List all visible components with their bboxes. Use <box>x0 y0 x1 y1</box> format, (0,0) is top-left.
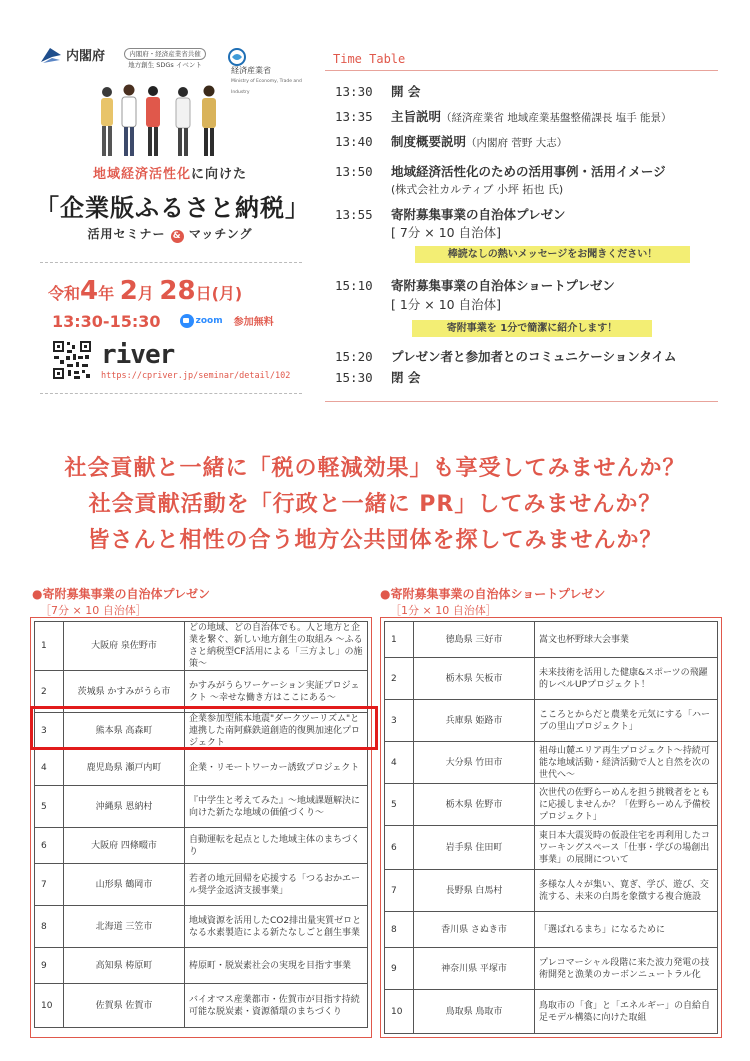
person-1 <box>101 87 113 156</box>
project-cell: 自動運転を起点とした地域主体のまちづくり <box>185 828 368 864</box>
municipality-cell: 香川県 さぬき市 <box>414 912 535 948</box>
timetable-row <box>335 82 420 100</box>
project-cell: 多様な人々が集い、寛ぎ、学び、遊び、交流する、未来の白馬を象徴する複合施設 <box>535 870 718 912</box>
qr-code-icon[interactable] <box>52 340 92 380</box>
event-cohost: 内閣府・経済産業省共催 <box>124 48 206 60</box>
timetable-row <box>335 368 420 386</box>
table-row <box>385 784 718 826</box>
zoom-icon <box>180 314 194 328</box>
timetable-time: 13:35 <box>335 109 373 124</box>
timetable-desc: 制度概要説明 <box>391 134 467 149</box>
row-number: 4 <box>385 742 414 784</box>
table-row <box>385 948 718 990</box>
event-kind: 地方創生 SDGs イベント <box>128 61 202 69</box>
date-year-unit: 年 <box>98 284 115 303</box>
timetable-banner: 寄附事業を 1分で簡潔に紹介します！ <box>412 320 652 337</box>
divider-bottom <box>40 393 302 394</box>
municipality-cell: 鳥取県 鳥取市 <box>414 990 535 1034</box>
table-row <box>35 864 368 906</box>
left-table-title: ●寄附募集事業の自治体プレゼン <box>32 587 210 601</box>
table-row <box>35 984 368 1028</box>
row-number: 8 <box>385 912 414 948</box>
project-cell: プレコマーシャル段階に来た波力発電の技術開発と漁業のカーボンニュートラル化 <box>535 948 718 990</box>
meti-mark-icon <box>228 48 246 66</box>
table-row <box>35 786 368 828</box>
row-number: 7 <box>35 864 64 906</box>
project-cell: 若者の地元回帰を応援する「つるおかエール奨学金返済支援事業」 <box>185 864 368 906</box>
timetable-format: [ 7分 × 10 自治体] <box>391 225 501 240</box>
date-day: 28 <box>159 276 196 306</box>
cabinet-office-name: 内閣府 <box>66 49 106 64</box>
divider-top <box>40 262 302 263</box>
project-cell: 東日本大震災時の仮設住宅を再利用したコワーキングスペース「仕事・学びの場創出事業」の展開について <box>535 826 718 870</box>
date-weekday: (月) <box>211 284 243 303</box>
municipality-cell: 徳島県 三好市 <box>414 622 535 658</box>
free-admission: 参加無料 <box>233 317 274 328</box>
table-row <box>35 622 368 671</box>
date-day-unit: 日 <box>195 284 212 303</box>
municipality-cell: 兵庫県 姫路市 <box>414 700 535 742</box>
timetable-note: （経済産業省 地域産業基盤整備課長 塩手 能景） <box>441 112 672 124</box>
event-time-line <box>52 312 274 331</box>
municipality-cell: 佐賀県 佐賀市 <box>64 984 185 1028</box>
date-year: 4 <box>80 276 99 306</box>
municipality-cell: 神奈川県 平塚市 <box>414 948 535 990</box>
project-cell: 鳥取市の「食」と「エネルギー」の自給自足モデル構築に向けた取組 <box>535 990 718 1034</box>
timetable-row <box>335 276 615 294</box>
municipality-cell: 栃木県 佐野市 <box>414 784 535 826</box>
timetable-time: 15:10 <box>335 278 373 293</box>
row-number: 4 <box>35 750 64 786</box>
timetable-note: （内閣府 菅野 大志） <box>466 137 568 149</box>
municipality-cell: 岩手県 住田町 <box>414 826 535 870</box>
event-date <box>48 276 242 306</box>
seminar-label: 活用セミナー <box>87 227 166 241</box>
municipality-cell: 鹿児島県 瀬戸内町 <box>64 750 185 786</box>
right-table-subtitle: ［1分 × 10 自治体］ <box>390 604 497 617</box>
municipality-cell: 栃木県 矢板市 <box>414 658 535 700</box>
row-number: 3 <box>35 713 64 750</box>
table-row <box>35 750 368 786</box>
date-month-unit: 月 <box>137 284 154 303</box>
project-cell: 「選ばれるまち」になるために <box>535 912 718 948</box>
row-number: 10 <box>385 990 414 1034</box>
timetable-time: 13:40 <box>335 134 373 149</box>
project-cell: かすみがうらワーケーション実証プロジェクト ～幸せな働き方はここにある～ <box>185 671 368 713</box>
event-time: 13:30-15:30 <box>52 312 161 331</box>
row-number: 5 <box>385 784 414 826</box>
municipality-cell: 熊本県 高森町 <box>64 713 185 750</box>
row-number: 10 <box>35 984 64 1028</box>
headline-pr: 社会貢献活動を「行政と一緒に PR」してみませんか？ <box>88 492 662 517</box>
project-cell: 嵩文也杯野球大会事業 <box>535 622 718 658</box>
timetable-desc: 地域経済活性化のための活用事例・活用イメージ <box>391 164 666 179</box>
table-row <box>385 700 718 742</box>
table-row <box>35 828 368 864</box>
row-number: 2 <box>35 671 64 713</box>
project-cell: 梼原町・脱炭素社会の実現を目指す事業 <box>185 948 368 984</box>
row-number: 3 <box>385 700 414 742</box>
table-row <box>385 622 718 658</box>
row-number: 9 <box>35 948 64 984</box>
table-row <box>385 826 718 870</box>
timetable-desc: 寄附募集事業の自治体ショートプレゼン <box>391 278 615 293</box>
timetable-time: 13:30 <box>335 84 373 99</box>
right-table-title: ●寄附募集事業の自治体ショートプレゼン <box>380 587 606 601</box>
table-row <box>385 870 718 912</box>
timetable-row <box>335 162 666 180</box>
subtitle-rest: に向けた <box>191 167 248 182</box>
municipality-cell: 茨城県 かすみがうら市 <box>64 671 185 713</box>
timetable-time: 15:20 <box>335 349 373 364</box>
timetable-speaker: (株式会社カルティブ 小坪 拓也 氏) <box>391 183 564 196</box>
project-cell: 企業・リモートワーカー誘致プロジェクト <box>185 750 368 786</box>
matching-label: マッチング <box>188 227 253 241</box>
row-number: 7 <box>385 870 414 912</box>
right-project-table <box>384 621 718 1034</box>
seminar-type <box>50 225 290 243</box>
municipality-cell: 沖縄県 恩納村 <box>64 786 185 828</box>
timetable-title: Time Table <box>333 52 406 66</box>
project-cell: 祖母山麓エリア再生プロジェクト～持続可能な地域活動・経済活動で人と自然を次の世代へ～ <box>535 742 718 784</box>
person-2 <box>122 85 136 157</box>
project-cell: バイオマス産業都市・佐賀市が目指す持続可能な脱炭素・資源循環のまちづくり <box>185 984 368 1028</box>
ampersand-badge: & <box>171 230 184 243</box>
project-cell: 企業参加型熊本地震"ダークツーリズム"と連携した南阿蘇鉄道創造的復興加速化プロジェクト <box>185 713 368 750</box>
left-project-table <box>34 621 368 1028</box>
municipality-cell: 山形県 鶴岡市 <box>64 864 185 906</box>
headline-match: 皆さんと相性の合う地方公共団体を探してみませんか？ <box>87 528 663 553</box>
headline-tax-benefit: 社会貢献と一緒に「税の軽減効果」も享受してみませんか？ <box>64 456 686 481</box>
meti-english: Ministry of Economy, Trade and Industry <box>231 78 302 95</box>
row-number: 1 <box>385 622 414 658</box>
row-number: 9 <box>385 948 414 990</box>
left-table-subtitle: ［7分 × 10 自治体］ <box>40 604 147 617</box>
row-number: 6 <box>385 826 414 870</box>
table-row <box>385 658 718 700</box>
municipality-cell: 大阪府 四條畷市 <box>64 828 185 864</box>
municipality-cell: 大阪府 泉佐野市 <box>64 622 185 671</box>
timetable-time: 13:55 <box>335 207 373 222</box>
seminar-subtitle <box>40 163 300 182</box>
date-era: 令和 <box>48 284 81 303</box>
municipality-cell: 高知県 梼原町 <box>64 948 185 984</box>
timetable-desc: 閉 会 <box>391 370 421 385</box>
timetable-format: [ 1分 × 10 自治体] <box>391 297 501 312</box>
municipality-cell: 北海道 三笠市 <box>64 906 185 948</box>
highlight-box <box>30 706 378 750</box>
row-number: 6 <box>35 828 64 864</box>
table-row <box>385 912 718 948</box>
table-row <box>385 990 718 1034</box>
timetable-desc: 寄附募集事業の自治体プレゼン <box>391 207 566 222</box>
timetable-desc: 主旨説明 <box>391 109 442 124</box>
project-cell: 次世代の佐野らーめんを担う挑戦者をともに応援しませんか？「佐野らーめん予備校プロジェクト」 <box>535 784 718 826</box>
business-people-illustration <box>95 82 230 162</box>
person-4 <box>176 87 190 156</box>
zoom-label: zoom <box>195 315 223 326</box>
row-number: 5 <box>35 786 64 828</box>
date-month: 2 <box>119 276 138 306</box>
project-cell: 未来技術を活用した健康&スポーツの飛躍的レベルUPプロジェクト！ <box>535 658 718 700</box>
meti-name: 経済産業省 <box>231 65 271 75</box>
subtitle-highlight: 地域経済活性化 <box>92 167 191 182</box>
project-cell: 『中学生と考えてみた』～地域課題解決に向けた新たな地域の価値づくり～ <box>185 786 368 828</box>
event-organizer-note <box>105 48 225 70</box>
timetable-row <box>335 107 672 125</box>
timetable-time: 13:50 <box>335 164 373 179</box>
timetable-desc: プレゼン者と参加者とのコミュニケーションタイム <box>391 349 677 364</box>
cabinet-office-mark-icon <box>40 46 62 64</box>
river-brand-logo: river <box>101 340 175 370</box>
timetable-row <box>335 205 566 223</box>
timetable-banner: 棒読なしの熱いメッセージをお聞きください！ <box>415 246 690 263</box>
seminar-main-title: 「企業版ふるさと納税」 <box>35 194 310 222</box>
project-cell: こころとからだと農業を元気にする「ハーブの里山プロジェクト」 <box>535 700 718 742</box>
table-row <box>35 948 368 984</box>
municipality-cell: 長野県 白馬村 <box>414 870 535 912</box>
municipality-cell: 大分県 竹田市 <box>414 742 535 784</box>
timetable-time: 15:30 <box>335 370 373 385</box>
table-row <box>35 906 368 948</box>
project-cell: どの地域、どの自治体でも。人と地方と企業を繋ぐ、新しい地方創生の取組み ～ふるさと納税型CF活用による「三方よし」の施策～ <box>185 622 368 671</box>
row-number: 1 <box>35 622 64 671</box>
table-row <box>385 742 718 784</box>
timetable-desc: 開 会 <box>391 84 421 99</box>
timetable-row <box>335 132 567 150</box>
row-number: 8 <box>35 906 64 948</box>
person-5 <box>202 86 216 157</box>
person-3 <box>146 86 160 156</box>
project-cell: 地域資源を活用したCO2排出量実質ゼロとなる水素製造による新たなしごと創生事業 <box>185 906 368 948</box>
meti-logo <box>228 46 318 95</box>
seminar-url-link[interactable]: https://cpriver.jp/seminar/detail/102 <box>101 371 291 381</box>
row-number: 2 <box>385 658 414 700</box>
timetable-row <box>335 347 677 365</box>
